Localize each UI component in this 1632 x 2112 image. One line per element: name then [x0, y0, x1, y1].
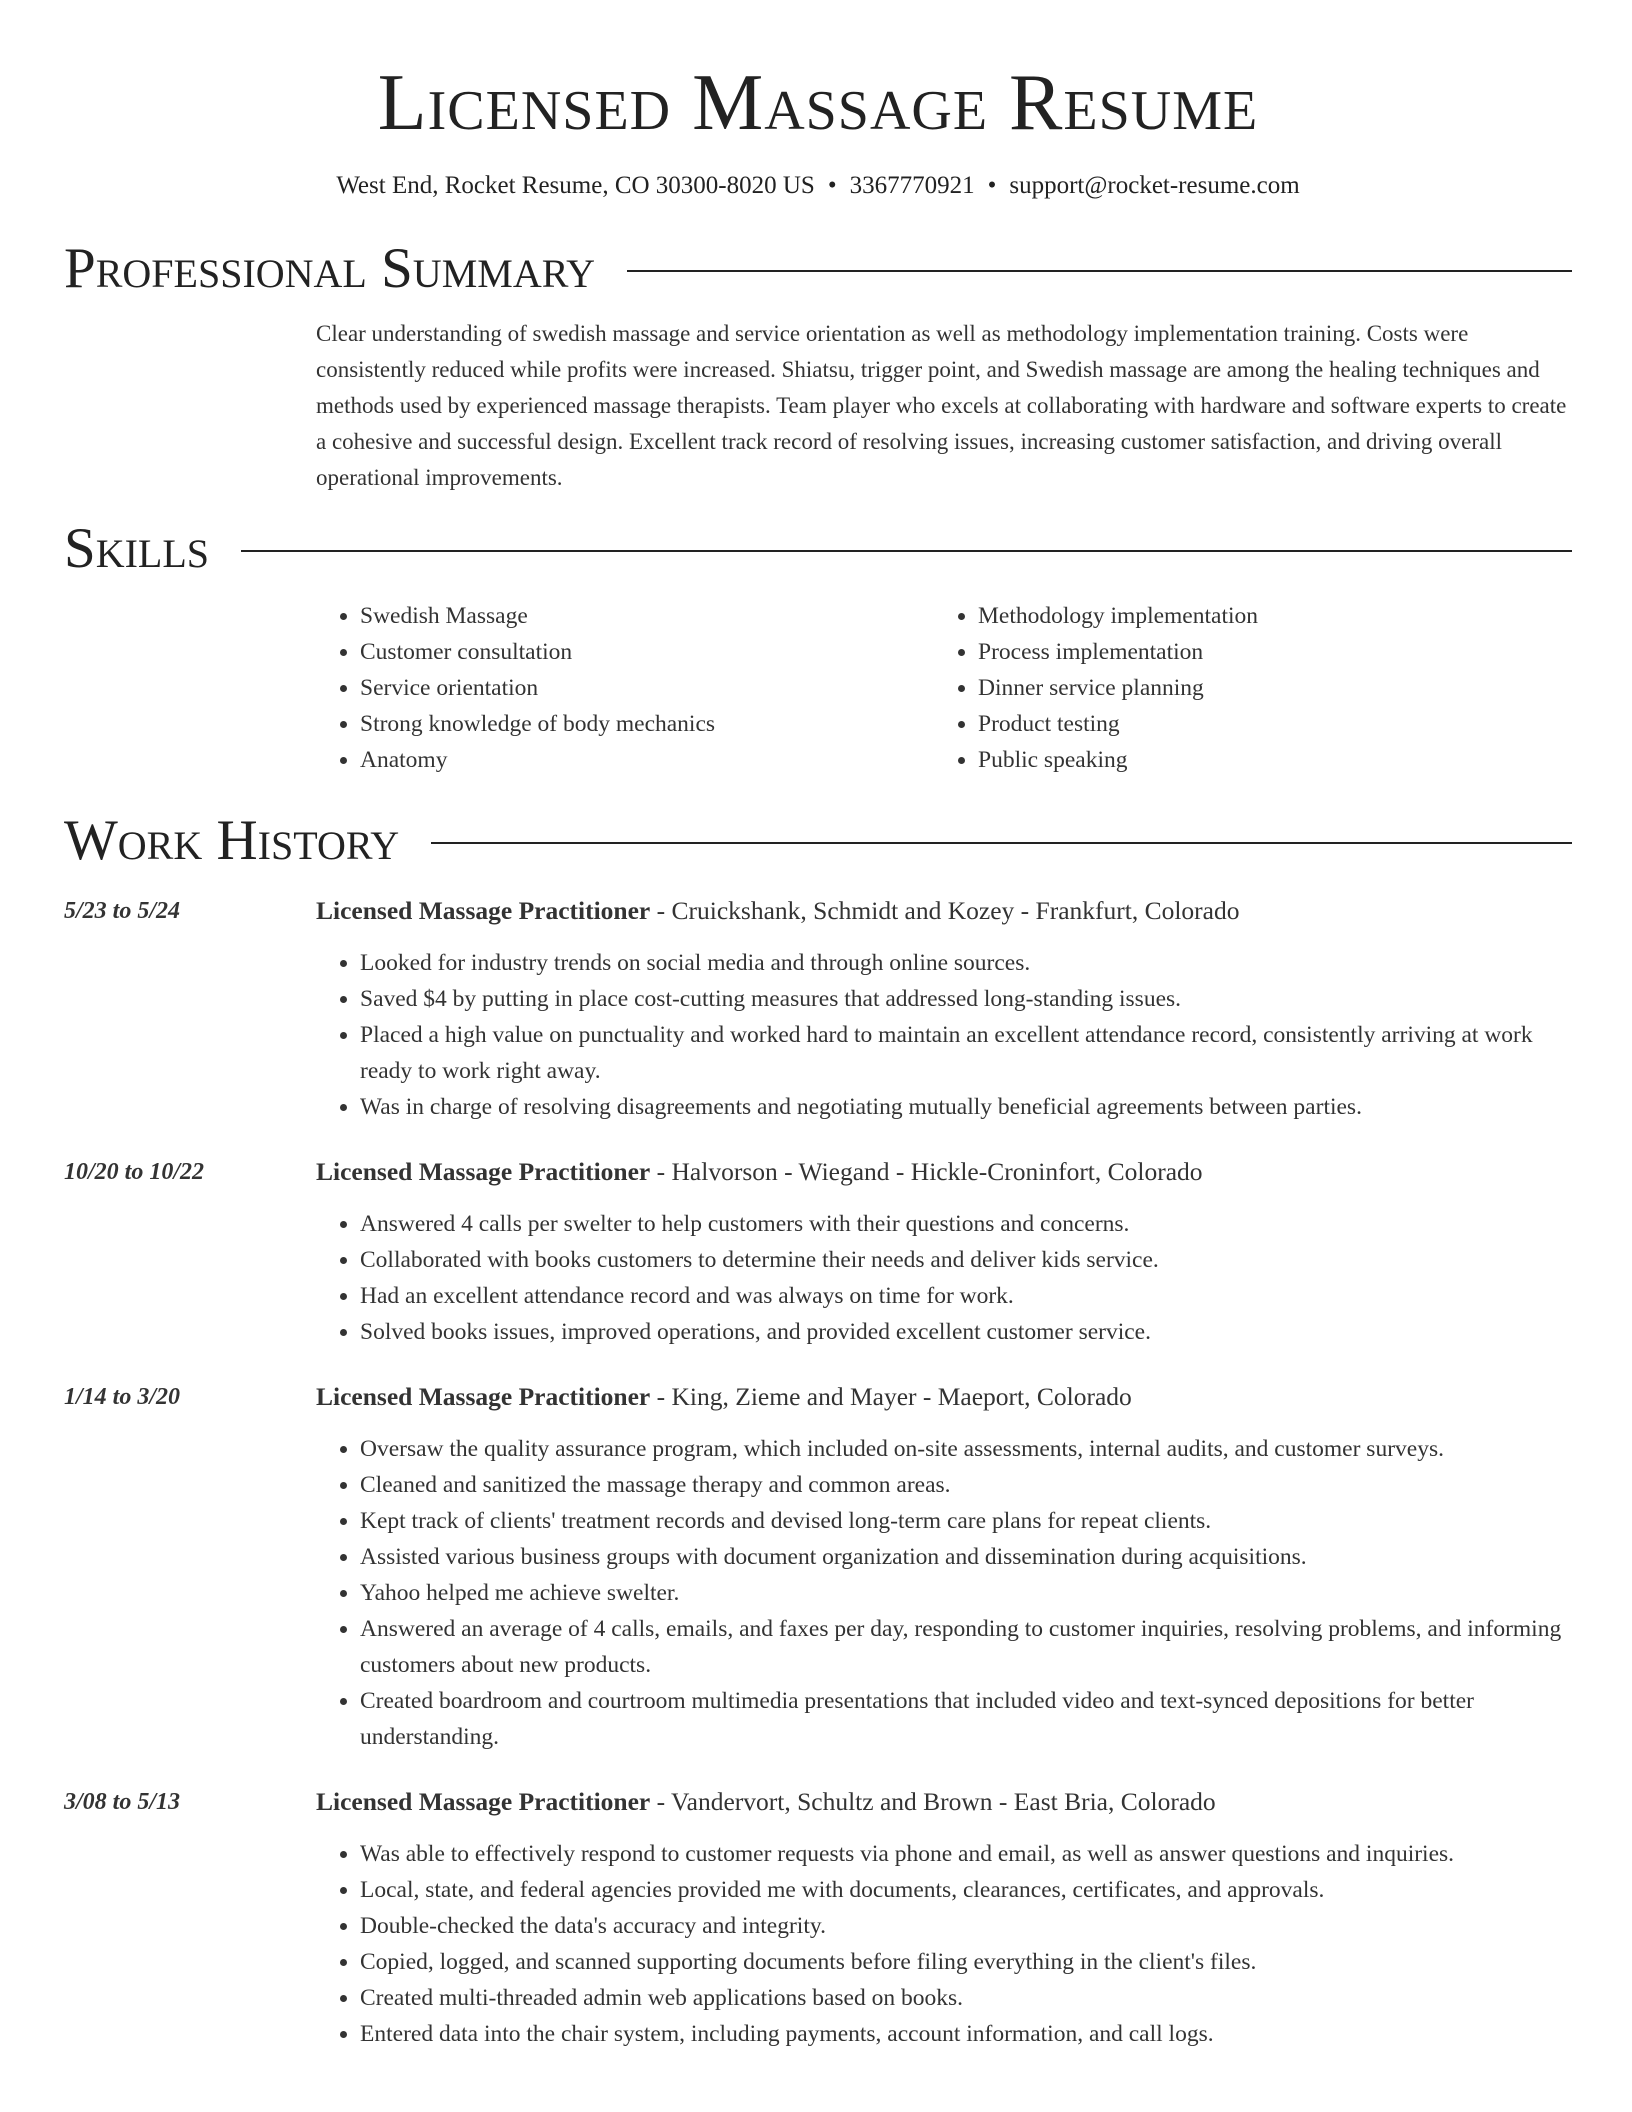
job-role: Licensed Massage Practitioner — [316, 1787, 651, 1816]
skills-list — [316, 598, 1572, 778]
job-dates: 1/14 to 3/20 — [64, 1384, 181, 1410]
contact-separator: • — [987, 172, 997, 199]
job-bullet: • Cleaned and sanitized the massage therapy and common areas. — [360, 1467, 1572, 1503]
job-bullet: • Saved $4 by putting in place cost-cutting measures that addressed long-standing issues. — [360, 981, 1572, 1017]
job-bullet: • Answered an average of 4 calls, emails, and faxes per day, responding to customer inquiries, resolving problems, and informing customers about new products. — [360, 1611, 1572, 1683]
job-dates: 10/20 to 10/22 — [64, 1159, 205, 1185]
address: West End, Rocket Resume, CO 30300-8020 US — [336, 172, 815, 199]
resume-title: Licensed Massage Resume — [377, 59, 1259, 147]
job-bullet: • Had an excellent attendance record and was always on time for work. — [360, 1278, 1572, 1314]
job-entry — [64, 894, 1572, 1125]
skill-item: • Swedish Massage — [360, 598, 934, 634]
job-employer: - Halvorson - Wiegand - Hickle-Croninfort, Colorado — [650, 1157, 1203, 1186]
job-entry — [64, 1380, 1572, 1755]
skill-item: • Anatomy — [360, 742, 934, 778]
job-bullet: • Collaborated with books customers to determine their needs and deliver kids service. — [360, 1242, 1572, 1278]
job-bullet: • Was in charge of resolving disagreements and negotiating mutually beneficial agreements between parties. — [360, 1089, 1572, 1125]
skills-heading: Skills — [64, 517, 210, 580]
job-bullet: • Solved books issues, improved operations, and provided excellent customer service. — [360, 1314, 1572, 1350]
job-bullet: • Placed a high value on punctuality and worked hard to maintain an excellent attendance record, consistently arriving at work ready to work right away. — [360, 1017, 1572, 1089]
job-bullet: • Assisted various business groups with document organization and dissemination during acquisitions. — [360, 1539, 1572, 1575]
skill-item: • Strong knowledge of body mechanics — [360, 706, 934, 742]
job-role: Licensed Massage Practitioner — [316, 896, 651, 925]
job-bullet: • Looked for industry trends on social media and through online sources. — [360, 945, 1572, 981]
job-bullets — [316, 945, 1572, 1125]
skills-section-header — [64, 516, 1572, 582]
job-bullet: • Double-checked the data's accuracy and integrity. — [360, 1908, 1572, 1944]
job-bullet: • Entered data into the chair system, including payments, account information, and call logs. — [360, 2016, 1572, 2052]
job-bullets — [316, 1206, 1572, 1350]
work-section-header — [64, 808, 1572, 874]
job-entry — [64, 1785, 1572, 2052]
job-dates: 5/23 to 5/24 — [64, 898, 181, 924]
job-title — [316, 1155, 1572, 1189]
skill-item: • Service orientation — [360, 670, 934, 706]
job-title — [316, 1785, 1572, 1819]
section-divider — [431, 842, 1572, 844]
skill-item: • Methodology implementation — [978, 598, 1552, 634]
job-entry — [64, 1155, 1572, 1350]
job-bullets — [316, 1836, 1572, 2052]
skill-item: • Public speaking — [978, 742, 1552, 778]
job-bullet: • Was able to effectively respond to customer requests via phone and email, as well as answer questions and inquiries. — [360, 1836, 1572, 1872]
contact-separator: • — [827, 172, 837, 199]
skill-item: • Process implementation — [978, 634, 1552, 670]
job-bullet: • Local, state, and federal agencies provided me with documents, clearances, certificates, and approvals. — [360, 1872, 1572, 1908]
skills-column-left — [316, 598, 934, 778]
summary-text: Clear understanding of swedish massage and service orientation as well as methodology implementation training. Costs were consistently reduced while profits were increased. Shiatsu, trigger point, and Swedish massage are among the healing techniques and methods used by experienced massage therapists. Team player who excels at collaborating with hardware and software experts to create a cohesive and successful design. Excellent track record of resolving issues, increasing customer satisfaction, and driving overall operational improvements. — [316, 321, 1567, 490]
job-bullet: • Created multi-threaded admin web applications based on books. — [360, 1980, 1572, 2016]
job-bullet: • Created boardroom and courtroom multimedia presentations that included video and text-synced depositions for better understanding. — [360, 1683, 1572, 1755]
job-employer: - King, Zieme and Mayer - Maeport, Colorado — [650, 1382, 1132, 1411]
work-heading: Work History — [64, 809, 400, 872]
job-title — [316, 894, 1572, 928]
skills-column-right — [934, 598, 1552, 778]
contact-line — [64, 170, 1572, 202]
summary-section-header — [64, 236, 1572, 302]
job-title — [316, 1380, 1572, 1414]
email: support@rocket-resume.com — [1009, 172, 1300, 199]
job-employer: - Vandervort, Schultz and Brown - East Bria, Colorado — [650, 1787, 1216, 1816]
job-bullet: • Kept track of clients' treatment records and devised long-term care plans for repeat clients. — [360, 1503, 1572, 1539]
section-divider — [241, 550, 1572, 552]
job-role: Licensed Massage Practitioner — [316, 1382, 651, 1411]
resume-page — [64, 0, 1572, 2052]
job-role: Licensed Massage Practitioner — [316, 1157, 651, 1186]
phone: 3367770921 — [849, 172, 975, 199]
job-bullet: • Answered 4 calls per swelter to help customers with their questions and concerns. — [360, 1206, 1572, 1242]
job-bullet: • Yahoo helped me achieve swelter. — [360, 1575, 1572, 1611]
job-bullet: • Copied, logged, and scanned supporting documents before filing everything in the client's files. — [360, 1944, 1572, 1980]
section-divider — [627, 270, 1572, 272]
job-bullets — [316, 1431, 1572, 1755]
job-employer: - Cruickshank, Schmidt and Kozey - Frankfurt, Colorado — [650, 896, 1240, 925]
skill-item: • Dinner service planning — [978, 670, 1552, 706]
job-dates: 3/08 to 5/13 — [64, 1789, 181, 1815]
skill-item: • Customer consultation — [360, 634, 934, 670]
summary-heading: Professional Summary — [64, 237, 596, 300]
skill-item: • Product testing — [978, 706, 1552, 742]
job-bullet: • Oversaw the quality assurance program, which included on-site assessments, internal audits, and customer surveys. — [360, 1431, 1572, 1467]
